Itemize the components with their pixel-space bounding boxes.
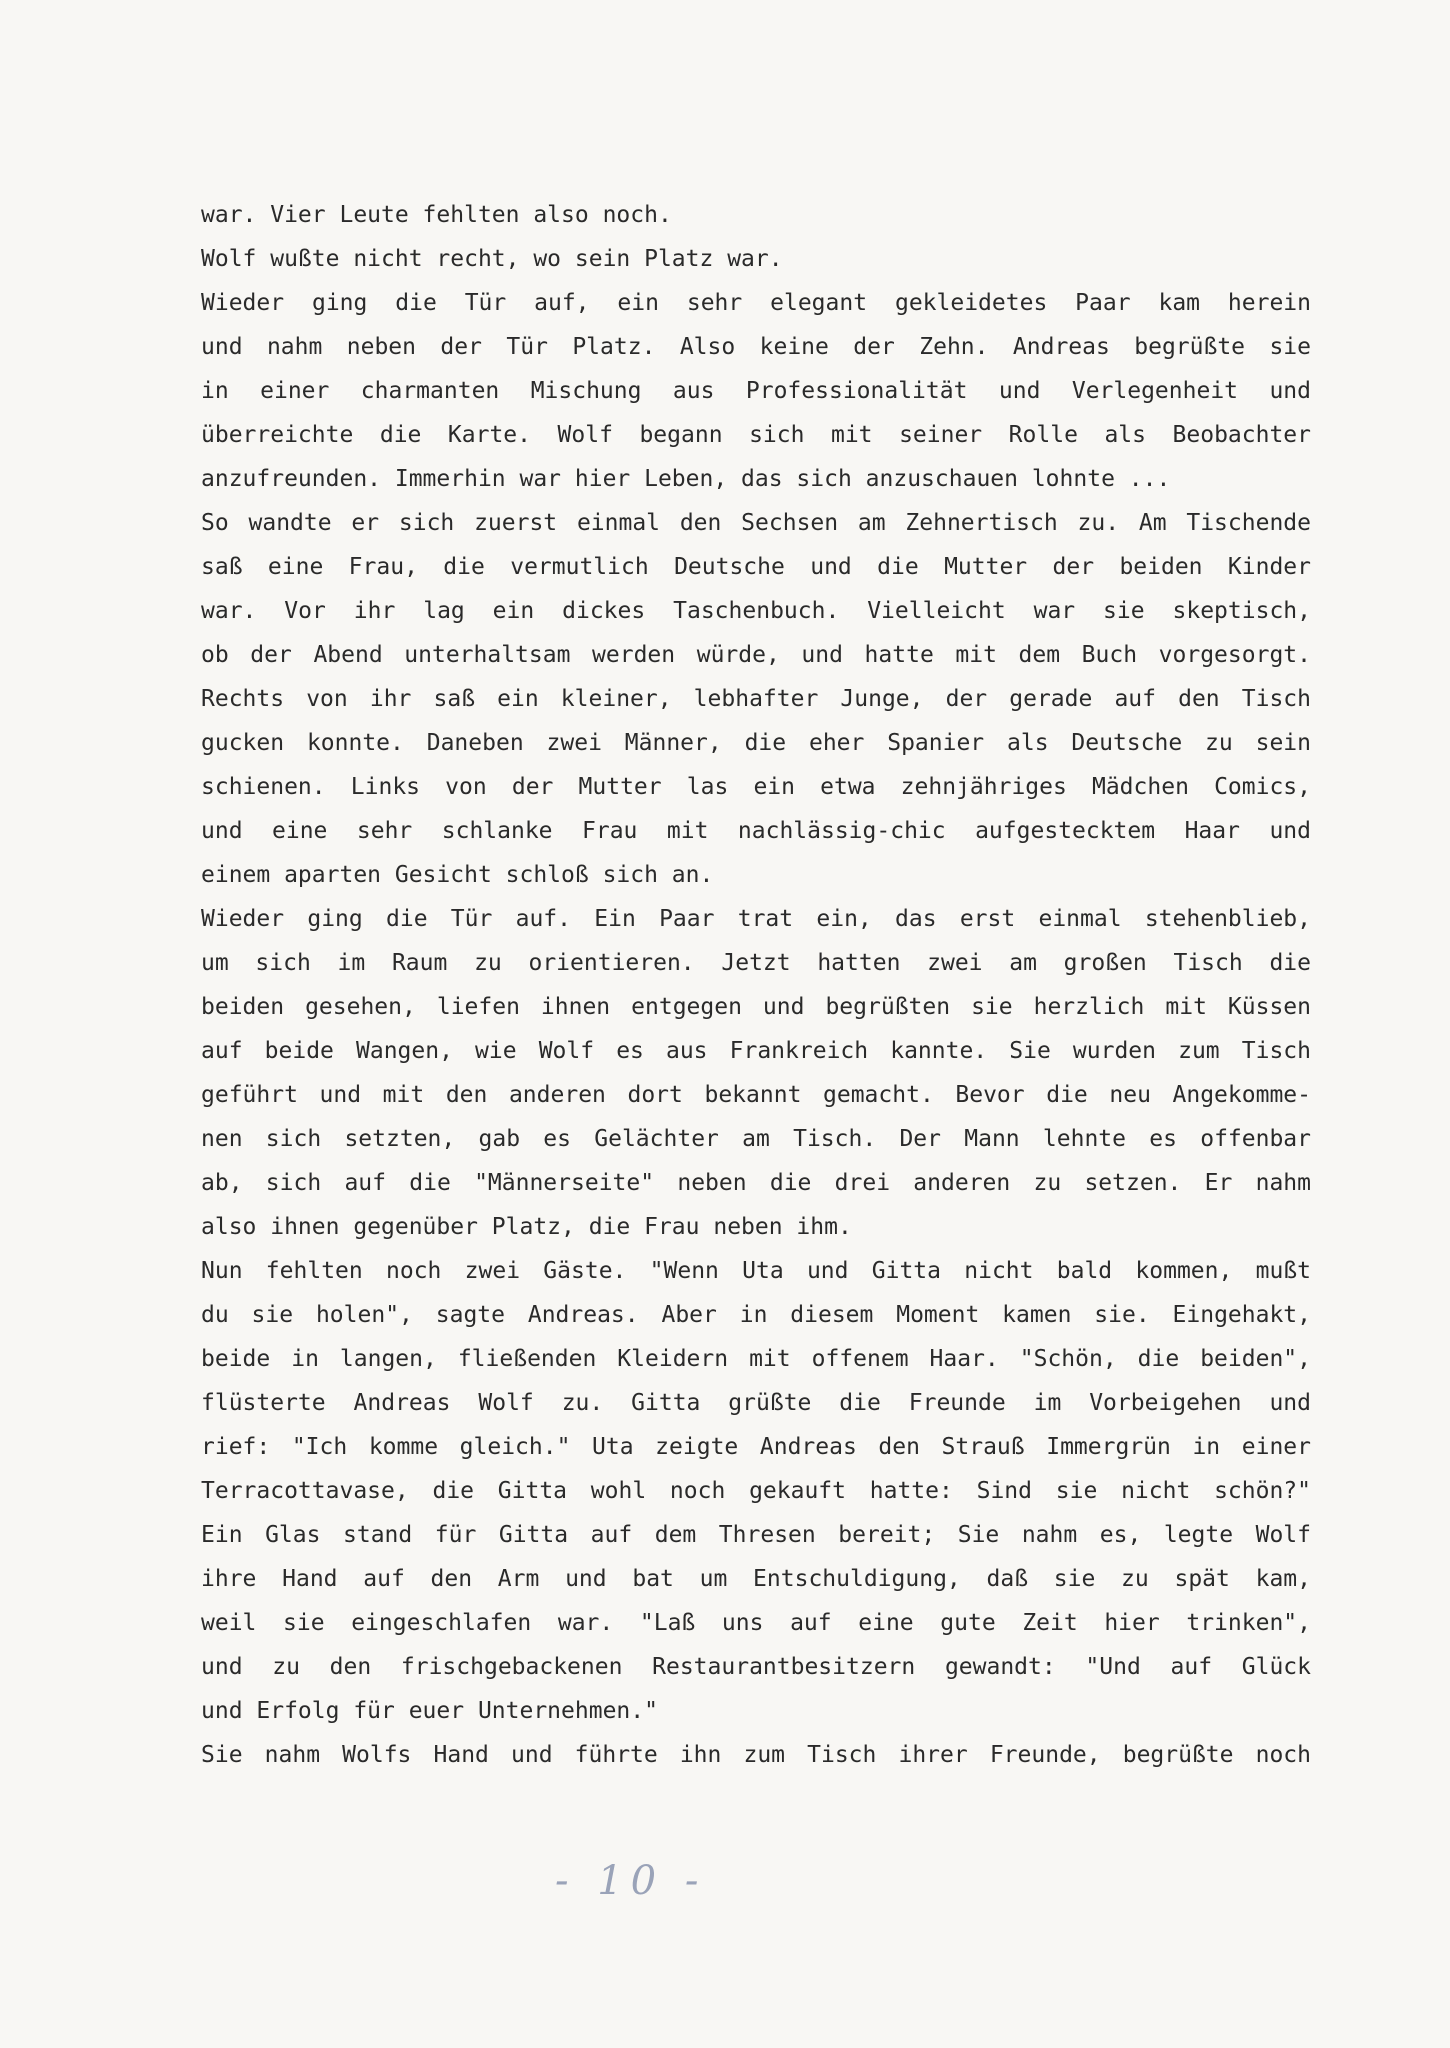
text-line: geführt und mit den anderen dort bekannt gemacht. Bevor die neu Angekomme- <box>201 1082 1311 1108</box>
text-line: nen sich setzten, gab es Gelächter am Tisch. Der Mann lehnte es offenbar <box>201 1126 1311 1152</box>
text-line: rief: "Ich komme gleich." Uta zeigte Andreas den Strauß Immergrün in einer <box>201 1434 1311 1460</box>
text-line: überreichte die Karte. Wolf begann sich mit seiner Rolle als Beobachter <box>201 422 1311 448</box>
text-line: Terracottavase, die Gitta wohl noch gekauft hatte: Sind sie nicht schön?" <box>201 1478 1311 1504</box>
text-line: war. Vor ihr lag ein dickes Taschenbuch. Vielleicht war sie skeptisch, <box>201 598 1311 624</box>
text-line: beide in langen, fließenden Kleidern mit offenem Haar. "Schön, die beiden", <box>201 1346 1311 1372</box>
text-line: ab, sich auf die "Männerseite" neben die drei anderen zu setzen. Er nahm <box>201 1170 1311 1196</box>
text-line: gucken konnte. Daneben zwei Männer, die eher Spanier als Deutsche zu sein <box>201 730 1311 756</box>
text-line: du sie holen", sagte Andreas. Aber in diesem Moment kamen sie. Eingehakt, <box>201 1302 1311 1328</box>
text-line: So wandte er sich zuerst einmal den Sechsen am Zehnertisch zu. Am Tischende <box>201 510 1311 536</box>
body-text <box>201 193 1311 1777</box>
text-line: einem aparten Gesicht schloß sich an. <box>201 862 714 888</box>
text-line: also ihnen gegenüber Platz, die Frau neben ihm. <box>201 1214 852 1240</box>
text-line: und zu den frischgebackenen Restaurantbesitzern gewandt: "Und auf Glück <box>201 1654 1311 1680</box>
text-line: beiden gesehen, liefen ihnen entgegen und begrüßten sie herzlich mit Küssen <box>201 994 1311 1020</box>
text-line: Ein Glas stand für Gitta auf dem Thresen bereit; Sie nahm es, legte Wolf <box>201 1522 1311 1548</box>
text-line: um sich im Raum zu orientieren. Jetzt hatten zwei am großen Tisch die <box>201 950 1311 976</box>
page-number: - 10 - <box>555 1858 707 1904</box>
text-line: schienen. Links von der Mutter las ein etwa zehnjähriges Mädchen Comics, <box>201 774 1311 800</box>
text-line: Wieder ging die Tür auf, ein sehr elegant gekleidetes Paar kam herein <box>201 290 1311 316</box>
text-line: auf beide Wangen, wie Wolf es aus Frankreich kannte. Sie wurden zum Tisch <box>201 1038 1311 1064</box>
text-line: ob der Abend unterhaltsam werden würde, und hatte mit dem Buch vorgesorgt. <box>201 642 1311 668</box>
text-line: und eine sehr schlanke Frau mit nachlässig-chic aufgestecktem Haar und <box>201 818 1311 844</box>
text-line: anzufreunden. Immerhin war hier Leben, das sich anzuschauen lohnte ... <box>201 466 1171 492</box>
text-line: und Erfolg für euer Unternehmen." <box>201 1698 658 1724</box>
text-line: war. Vier Leute fehlten also noch. <box>201 202 672 228</box>
text-line: flüsterte Andreas Wolf zu. Gitta grüßte die Freunde im Vorbeigehen und <box>201 1390 1311 1416</box>
text-line: Wolf wußte nicht recht, wo sein Platz war. <box>201 246 783 272</box>
text-line: in einer charmanten Mischung aus Professionalität und Verlegenheit und <box>201 378 1311 404</box>
text-line: Sie nahm Wolfs Hand und führte ihn zum Tisch ihrer Freunde, begrüßte noch <box>201 1742 1311 1768</box>
text-line: ihre Hand auf den Arm und bat um Entschuldigung, daß sie zu spät kam, <box>201 1566 1311 1592</box>
text-line: Wieder ging die Tür auf. Ein Paar trat ein, das erst einmal stehenblieb, <box>201 906 1311 932</box>
text-line: Rechts von ihr saß ein kleiner, lebhafter Junge, der gerade auf den Tisch <box>201 686 1311 712</box>
text-line: Nun fehlten noch zwei Gäste. "Wenn Uta und Gitta nicht bald kommen, mußt <box>201 1258 1311 1284</box>
text-line: und nahm neben der Tür Platz. Also keine der Zehn. Andreas begrüßte sie <box>201 334 1311 360</box>
text-line: weil sie eingeschlafen war. "Laß uns auf eine gute Zeit hier trinken", <box>201 1610 1311 1636</box>
text-line: saß eine Frau, die vermutlich Deutsche und die Mutter der beiden Kinder <box>201 554 1311 580</box>
